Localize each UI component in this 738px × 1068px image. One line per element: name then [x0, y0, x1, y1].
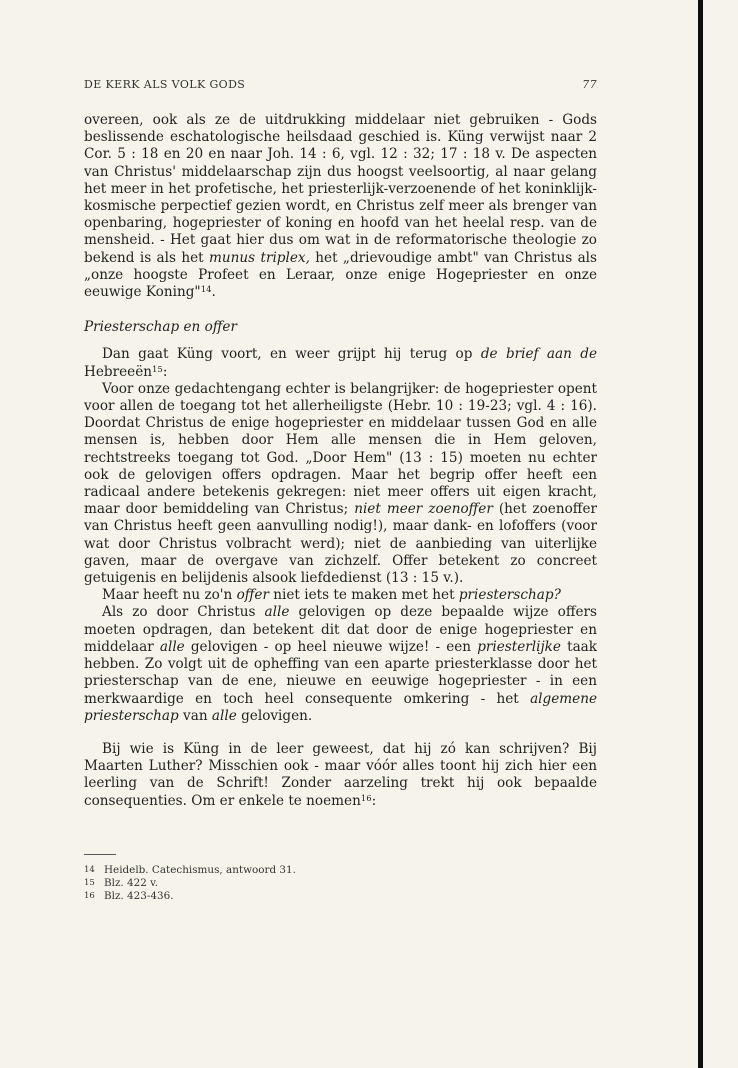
scan-edge-bar	[698, 0, 703, 1068]
italic-run: munus triplex,	[209, 249, 310, 266]
paragraph-3	[84, 381, 597, 587]
text-run: Als zo door Christus	[102, 604, 265, 621]
italic-run: niet meer zoenoffer	[354, 501, 493, 518]
text-run: niet iets te maken met het	[268, 587, 459, 604]
paragraph-6	[84, 741, 597, 810]
italic-run: alle	[211, 707, 237, 724]
footnote-number: 16	[84, 890, 95, 901]
text-run: Voor onze gedachtengang echter is belangrijker: de hogepriester opent voor allen de toegang tot het allerheiligste (Hebr. 10 : 19-23; vgl. 4 : 16). Doordat Christus de enige hogepriester en middelaar tussen God en alle mensen is, hebben door Hem alle mensen die in Hem geloven, rechtstreeks toegang tot God. „Door Hem" (13 : 15) moeten nu echter ook de gelovigen offers opdragen. Maar het begrip offer heeft een radicaal andere betekenis gekregen: niet meer offers uit eigen kracht, maar door bemiddeling van Christus;	[84, 380, 597, 518]
text-run: gelovigen op deze bepaalde wijze offers moeten opdragen, dan betekent dit dat door de enige hogepriester en middelaar	[84, 604, 597, 655]
running-header	[84, 78, 597, 98]
text-run: (het zoenoffer van Christus heeft geen aanvulling nodig!), maar dank- en lofoffers (voor wat door Christus volbracht werd); niet de aanbieding van uiterlijke gaven, maar de overgave van zichzelf. Offer betekent zo concreet getuigenis en belijdenis alsook liefdedienst (13 : 15 v.).	[84, 501, 597, 587]
text-run: :	[371, 792, 377, 809]
italic-run: alle	[159, 638, 185, 655]
paragraph-1	[84, 112, 597, 301]
book-page	[84, 78, 597, 903]
text-run: gelovigen - op heel nieuwe wijze! - een	[184, 638, 478, 655]
text-run: Dan gaat Küng voort, en weer grijpt hij terug op	[102, 346, 481, 363]
text-run: Maar heeft nu zo'n	[102, 587, 237, 604]
text-run: :	[162, 363, 168, 380]
footnote-text: Blz. 422 v.	[104, 876, 159, 889]
text-run: gelovigen.	[236, 707, 313, 724]
footnotes	[84, 864, 597, 903]
body-text	[84, 112, 597, 810]
paragraph-4	[84, 587, 597, 604]
text-run: van	[178, 707, 212, 724]
text-run: Bij wie is Küng in de leer geweest, dat hij zó kan schrijven? Bij Maarten Luther? Misschien ook - maar vóór alles toont hij zich hier een leerling van de Schrift! Zonder aarzeling trekt hij ook bepaalde consequenties. Om er enkele te noemen	[84, 740, 597, 809]
footnote-14	[84, 864, 597, 877]
footnote-ref-16[interactable]: 16	[360, 793, 372, 804]
italic-run: priesterlijke	[477, 638, 561, 655]
text-run: het „drievoudige ambt" van Christus als „onze hoogste Profeet en Leraar, onze enige Hogepriester en onze eeuwige Koning"	[84, 249, 598, 301]
footnote-ref-14[interactable]: 14	[200, 285, 212, 296]
italic-run: offer	[236, 587, 269, 604]
italic-run: algemene priesterschap	[84, 690, 597, 724]
italic-run: alle	[264, 604, 290, 621]
footnote-text: Heidelb. Catechismus, antwoord 31.	[104, 863, 296, 876]
footnote-number: 14	[84, 864, 95, 875]
italic-run: priesterschap?	[458, 587, 561, 604]
footnote-15	[84, 877, 597, 890]
text-run: .	[211, 284, 216, 301]
text-run: Hebreeën	[84, 363, 152, 380]
section-heading: Priesterschap en offer	[84, 319, 237, 336]
text-run: overeen, ook als ze de uitdrukking middelaar niet gebruiken - Gods beslissende eschatologische heilsdaad geschied is. Küng verwijst naar 2 Cor. 5 : 18 en 20 en naar Joh. 14 : 6, vgl. 12 : 32; 17 : 18 v. De aspecten van Christus' middelaarschap zijn dus hoogst veelsoortig, al naar gelang het meer in het profetische, het priesterlijk-verzoenende of het koninklijk-kosmische perpectief gezien wordt, en Christus zelf meer als brenger van openbaring, hogepriester of koning en hoofd van het heelal resp. van de mensheid. - Het gaat hier dus om wat in de reformatorische theologie zo bekend is als het	[84, 112, 597, 266]
text-run: taak hebben. Zo volgt uit de opheffing van een aparte priesterklasse door het priesterschap van de ene, nieuwe en eeuwige hogepriester - in een merkwaardige en toch heel consequente omkering - het	[84, 638, 598, 707]
paragraph-2	[84, 346, 597, 380]
footnote-divider	[84, 854, 116, 855]
footnote-16	[84, 890, 597, 903]
chapter-title: DE KERK ALS VOLK GODS	[84, 78, 246, 91]
footnote-text: Blz. 423-436.	[104, 889, 174, 902]
footnote-ref-15[interactable]: 15	[152, 364, 163, 375]
footnote-number: 15	[84, 877, 95, 888]
paragraph-5	[84, 604, 597, 724]
italic-run: de brief aan de	[480, 346, 598, 363]
page-number: 77	[582, 78, 597, 91]
